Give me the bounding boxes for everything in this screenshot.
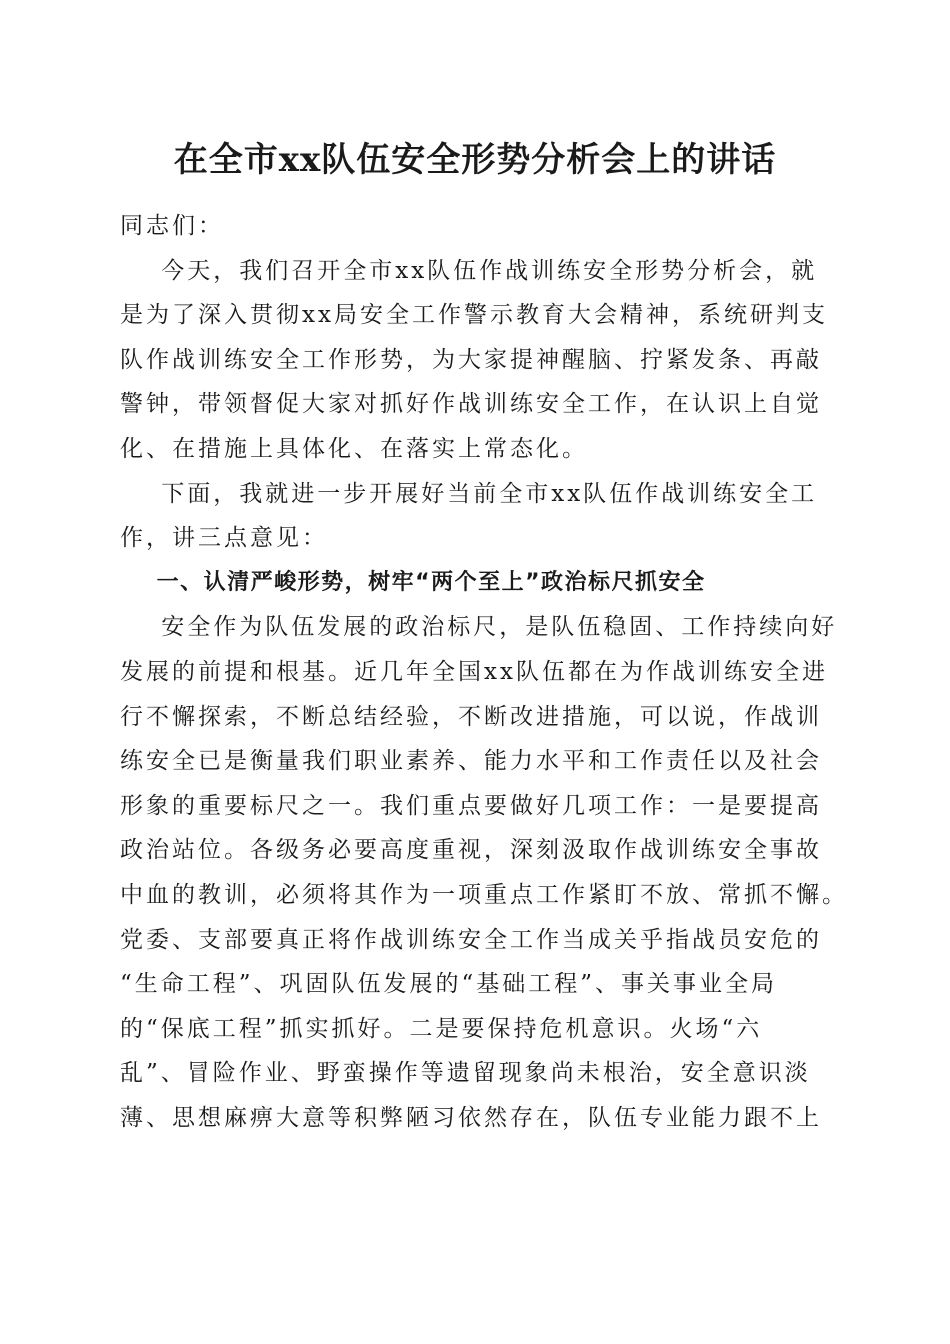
paragraph-line: 党委、支部要真正将作战训练安全工作当成关乎指战员安危的: [120, 926, 822, 953]
paragraph-line: 警钟，带领督促大家对抓好作战训练安全工作，在认识上自觉: [120, 391, 822, 418]
paragraph-line: 发展的前提和根基。近几年全国xx队伍都在为作战训练安全进: [120, 658, 828, 685]
paragraph-line: 政治站位。各级务必要高度重视，深刻汲取作战训练安全事故: [120, 837, 822, 864]
paragraph-line: 乱”、冒险作业、野蛮操作等遗留现象尚未根治，安全意识淡: [120, 1060, 811, 1087]
section-heading: 一、认清严峻形势，树牢“两个至上”政治标尺抓安全: [120, 569, 706, 595]
paragraph-line: 化、在措施上具体化、在落实上常态化。: [120, 435, 588, 462]
document-title: 在全市xx队伍安全形势分析会上的讲话: [173, 140, 777, 180]
paragraph-line: 行不懈探索，不断总结经验，不断改进措施，可以说，作战训: [120, 703, 822, 730]
paragraph-line: 作，讲三点意见：: [120, 525, 328, 552]
paragraph-line: 安全作为队伍发展的政治标尺，是队伍稳固、工作持续向好: [120, 614, 838, 641]
paragraph-line: 是为了深入贯彻xx局安全工作警示教育大会精神，系统研判支: [120, 302, 828, 329]
paragraph-line: 下面，我就进一步开展好当前全市xx队伍作战训练安全工: [120, 480, 818, 507]
paragraph-line: 中血的教训，必须将其作为一项重点工作紧盯不放、常抓不懈。: [120, 881, 848, 908]
paragraph-line: 形象的重要标尺之一。我们重点要做好几项工作：一是要提高: [120, 792, 822, 819]
paragraph-line: 练安全已是衡量我们职业素养、能力水平和工作责任以及社会: [120, 748, 822, 775]
paragraph-line: 薄、思想麻痹大意等积弊陋习依然存在，队伍专业能力跟不上: [120, 1104, 822, 1131]
paragraph-line: 的“保底工程”抓实抓好。二是要保持危机意识。火场“六: [120, 1015, 763, 1042]
paragraph-line: 今天，我们召开全市xx队伍作战训练安全形势分析会，就: [120, 257, 818, 284]
salutation-line: 同志们：: [120, 213, 224, 239]
paragraph-line: “生命工程”、巩固队伍发展的“基础工程”、事关事业全局: [120, 971, 778, 998]
document-body: [120, 204, 848, 1140]
paragraph-line: 队作战训练安全工作形势，为大家提神醒脑、拧紧发条、再敲: [120, 346, 822, 373]
